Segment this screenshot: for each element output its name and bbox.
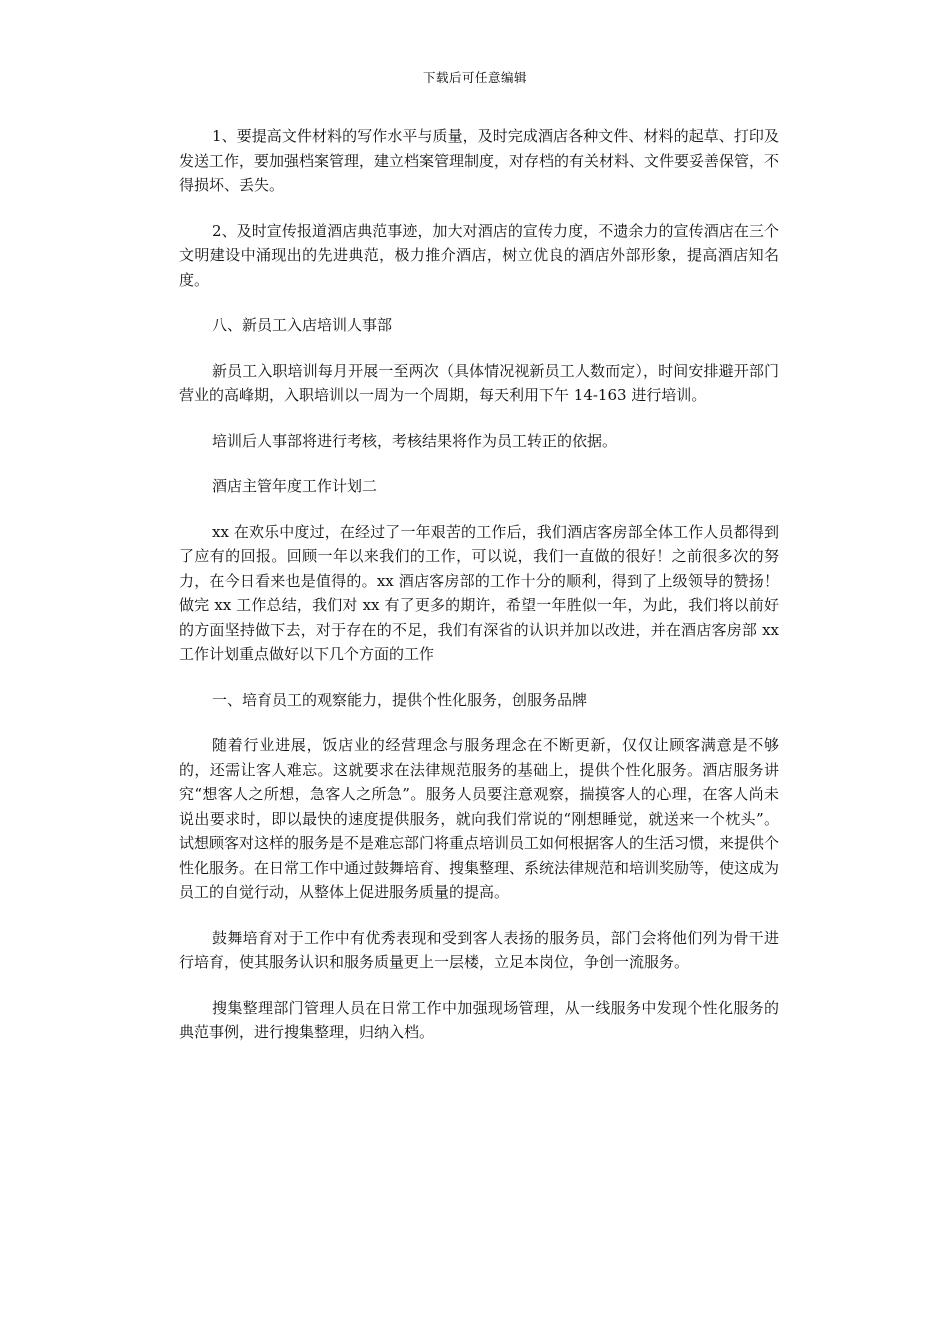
section-heading-1: 一、培育员工的观察能力，提供个性化服务，创服务品牌 [212, 690, 588, 709]
paragraph-8: 搜集整理部门管理人员在日常工作中加强现场管理，从一线服务中发现个性化服务的典范事例，进行搜集整理，归纳入档。 [179, 998, 779, 1041]
paragraph-4: 培训后人事部将进行考核，考核结果将作为员工转正的依据。 [212, 431, 618, 450]
page-header-note: 下载后可任意编辑 [422, 70, 527, 85]
paragraph-5: xx 在欢乐中度过，在经过了一年艰苦的工作后，我们酒店客房部全体工作人员都得到了应有的回报。回顾一年以来我们的工作，可以说，我们一直做的很好！之前很多次的努力，在今日看来也是值得的。xx 酒店客房部的工作十分的顺利，得到了上级领导的赞扬！做完 xx 工作总结，我们对 xx 有了更多的期许，希望一年胜似一年，为此，我们将以前好的方面坚持做下去，对于存在的不足，我们有深省的认识并加以改进，并在酒店客房部 xx 工作计划重点做好以下几个方面的工作 [179, 522, 779, 663]
section-heading-8: 八、新员工入店培训人事部 [212, 316, 393, 334]
paragraph-7: 鼓舞培育对于工作中有优秀表现和受到客人表扬的服务员，部门会将他们列为骨干进行培育，使其服务认识和服务质量更上一层楼，立足本岗位，争创一流服务。 [179, 928, 779, 971]
paragraph-6: 随着行业进展，饭店业的经营理念与服务理念在不断更新，仅仅让顾客满意是不够的，还需让客人难忘。这就要求在法律规范服务的基础上，提供个性化服务。酒店服务讲究“想客人之所想，急客人之所急”。服务人员要注意观察，揣摸客人的心理，在客人尚未说出要求时，即以最快的速度提供服务，就向我们常说的“刚想睡觉，就送来一个枕头”。试想顾客对这样的服务是不是难忘部门将重点培训员工如何根据客人的生活习惯，来提供个性化服务。在日常工作中通过鼓舞培育、搜集整理、系统法律规范和培训奖励等，使这成为员工的自觉行动，从整体上促进服务质量的提高。 [179, 736, 780, 901]
paragraph-1: 1、要提高文件材料的写作水平与质量，及时完成酒店各种文件、材料的起草、打印及发送工作，要加强档案管理，建立档案管理制度，对存档的有关材料、文件要妥善保管，不得损坏、丢失。 [179, 127, 780, 194]
document-subtitle: 酒店主管年度工作计划二 [212, 477, 378, 495]
paragraph-3: 新员工入职培训每月开展一至两次（具体情况视新员工人数而定），时间安排避开部门营业的高峰期，入职培训以一周为一个周期，每天利用下午 14-163 进行培训。 [179, 361, 779, 404]
paragraph-2: 2、及时宣传报道酒店典范事迹，加大对酒店的宣传力度，不遗余力的宣传酒店在三个文明建设中涌现出的先进典范，极力推介酒店，树立优良的酒店外部形象，提高酒店知名度。 [179, 221, 779, 289]
document-body [179, 124, 779, 1066]
